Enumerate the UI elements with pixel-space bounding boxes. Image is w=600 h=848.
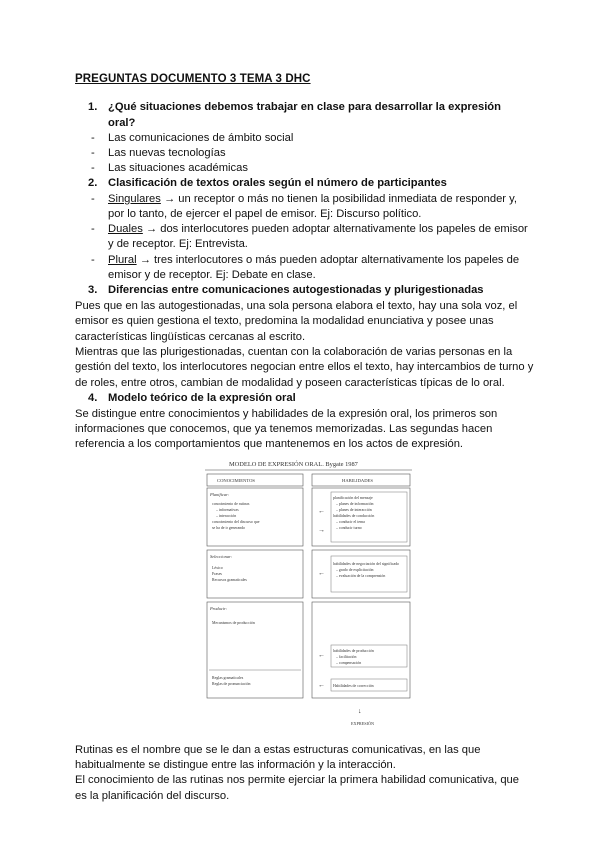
question-number: 2. bbox=[88, 177, 98, 189]
produce-skill: habilidades de producción bbox=[333, 649, 374, 653]
plan-skill: planificación del mensaje bbox=[333, 496, 373, 500]
plan-item: – interacción bbox=[216, 514, 237, 518]
plan-skill: – planes de información bbox=[336, 502, 374, 506]
plan-item: conocimiento de rutinas bbox=[212, 502, 250, 506]
down-arrow-icon: ↓ bbox=[358, 707, 362, 715]
term: Plural bbox=[108, 254, 137, 266]
produce-item: Mecanismos de producción bbox=[212, 621, 255, 625]
plan-item: – informativas bbox=[216, 508, 239, 512]
plan-item: conocimiento del discurso que bbox=[212, 520, 260, 524]
list-item bbox=[108, 192, 517, 208]
list-item: Las comunicaciones de ámbito social bbox=[108, 132, 294, 144]
list-item: Las nuevas tecnologías bbox=[108, 147, 226, 159]
left-arrow-icon: ← bbox=[318, 681, 325, 689]
select-label: Seleccionar: bbox=[210, 554, 233, 559]
term: Duales bbox=[108, 223, 143, 235]
paragraph-line: de roles, entre otros, cambian de modalidad y poseen características típicas de lo oral. bbox=[75, 377, 505, 389]
select-skill: habilidades de negociación del significado bbox=[333, 562, 400, 566]
bullet-dash: - bbox=[91, 193, 95, 205]
produce-skill: – compensación bbox=[336, 661, 362, 665]
produce-label: Producir: bbox=[210, 606, 228, 611]
select-item: Frases bbox=[212, 572, 222, 576]
expression-model-diagram bbox=[205, 457, 412, 732]
produce-skill: – facilitación bbox=[336, 655, 357, 659]
plan-skill: – conducir el tema bbox=[336, 520, 365, 524]
list-item: Las situaciones académicas bbox=[108, 162, 248, 174]
list-item-continuation: y de receptor. Ej: Entrevista. bbox=[108, 238, 248, 250]
list-item bbox=[108, 253, 519, 269]
paragraph-line: Mientras que las plurigestionadas, cuentan con la colaboración de varias personas en la bbox=[75, 346, 513, 358]
right-arrow-icon: → bbox=[318, 526, 325, 534]
definition: → tres interlocutores o más pueden adoptar alternativamente los papeles de bbox=[136, 254, 520, 266]
question-3-title: Diferencias entre comunicaciones autogestionadas y plurigestionadas bbox=[108, 284, 484, 296]
list-item-continuation: por lo tanto, de ejercer el papel de emisor. Ej: Discurso político. bbox=[108, 208, 422, 220]
bullet-dash: - bbox=[91, 147, 95, 159]
paragraph-line: Rutinas es el nombre que se le dan a estas estructuras comunicativas, en las que bbox=[75, 744, 481, 756]
select-skill: – grado de explicitación bbox=[336, 568, 374, 572]
diagram-title: MODELO DE EXPRESIÓN ORAL. Bygate 1987 bbox=[229, 461, 358, 468]
question-2-title: Clasificación de textos orales según el número de participantes bbox=[108, 177, 447, 189]
paragraph-line: informaciones que conocemos, que ya tenemos memorizadas. Las segundas hacen bbox=[75, 423, 493, 435]
plan-skill: habilidades de conducción bbox=[333, 514, 375, 518]
select-skill: – evaluación de la comprensión bbox=[336, 574, 386, 578]
question-1-line-1: ¿Qué situaciones debemos trabajar en clase para desarrollar la expresión bbox=[108, 101, 501, 113]
paragraph-line: referencia a los comportamientos que mantenemos en los actos de expresión. bbox=[75, 438, 464, 450]
select-item: Recursos gramaticales bbox=[212, 578, 247, 582]
question-number: 3. bbox=[88, 284, 98, 296]
paragraph-line: emisor es quien gestiona el texto, predomina la modalidad enunciativa y posee unas bbox=[75, 315, 494, 327]
plan-item: se ha de ir generando bbox=[212, 526, 246, 530]
bullet-dash: - bbox=[91, 223, 95, 235]
list-item bbox=[108, 222, 528, 238]
select-item: Léxico bbox=[212, 566, 223, 570]
right-header: HABILIDADES bbox=[342, 478, 373, 483]
term: Singulares bbox=[108, 193, 161, 205]
paragraph-line: gestión del texto, los interlocutores negocian entre ellos el texto, hay intercambios de turno y bbox=[75, 361, 534, 373]
paragraph-line: Se distingue entre conocimientos y habilidades de la expresión oral, los primeros son bbox=[75, 408, 498, 420]
plan-skill: – planes de interacción bbox=[336, 508, 372, 512]
paragraph-line: habitualmente se distingue entre las información y la interacción. bbox=[75, 759, 396, 771]
question-4-title: Modelo teórico de la expresión oral bbox=[108, 392, 296, 404]
plan-label: Planificar: bbox=[210, 492, 230, 497]
bullet-dash: - bbox=[91, 254, 95, 266]
paragraph-line: características lingüísticas cercanas al escrito. bbox=[75, 331, 306, 343]
bullet-dash: - bbox=[91, 132, 95, 144]
correction-skill: Habilidades de corrección bbox=[333, 684, 374, 688]
left-header: CONOCIMIENTOS bbox=[217, 478, 255, 483]
definition: → un receptor o más no tienen la posibilidad inmediata de responder y, bbox=[160, 193, 518, 205]
question-number: 1. bbox=[88, 101, 98, 113]
diagram-svg bbox=[205, 457, 412, 732]
question-number: 4. bbox=[88, 392, 98, 404]
paragraph-line: El conocimiento de las rutinas nos permite ejerciar la primera habilidad comunicativa, que bbox=[75, 774, 519, 786]
rules-item: Reglas gramaticales bbox=[212, 676, 244, 680]
definition: → dos interlocutores pueden adoptar alternativamente los papeles de emisor bbox=[142, 223, 528, 235]
list-item-continuation: emisor y de receptor. Ej: Debate en clase. bbox=[108, 269, 316, 281]
diagram-footer: EXPRESIÓN bbox=[351, 721, 375, 726]
bullet-dash: - bbox=[91, 162, 95, 174]
paragraph-line: Pues que en las autogestionadas, una sola persona elabora el texto, hay una sola voz, el bbox=[75, 300, 518, 312]
rules-item: Reglas de pronunciación bbox=[212, 682, 251, 686]
document-title: PREGUNTAS DOCUMENTO 3 TEMA 3 DHC bbox=[75, 73, 311, 85]
left-arrow-icon: ← bbox=[318, 569, 325, 577]
left-arrow-icon: ← bbox=[318, 507, 325, 515]
question-1-line-2: oral? bbox=[108, 116, 136, 129]
left-arrow-icon: ← bbox=[318, 651, 325, 659]
paragraph-line: es la planificación del discurso. bbox=[75, 790, 230, 802]
plan-skill: – conducir turno bbox=[336, 526, 362, 530]
